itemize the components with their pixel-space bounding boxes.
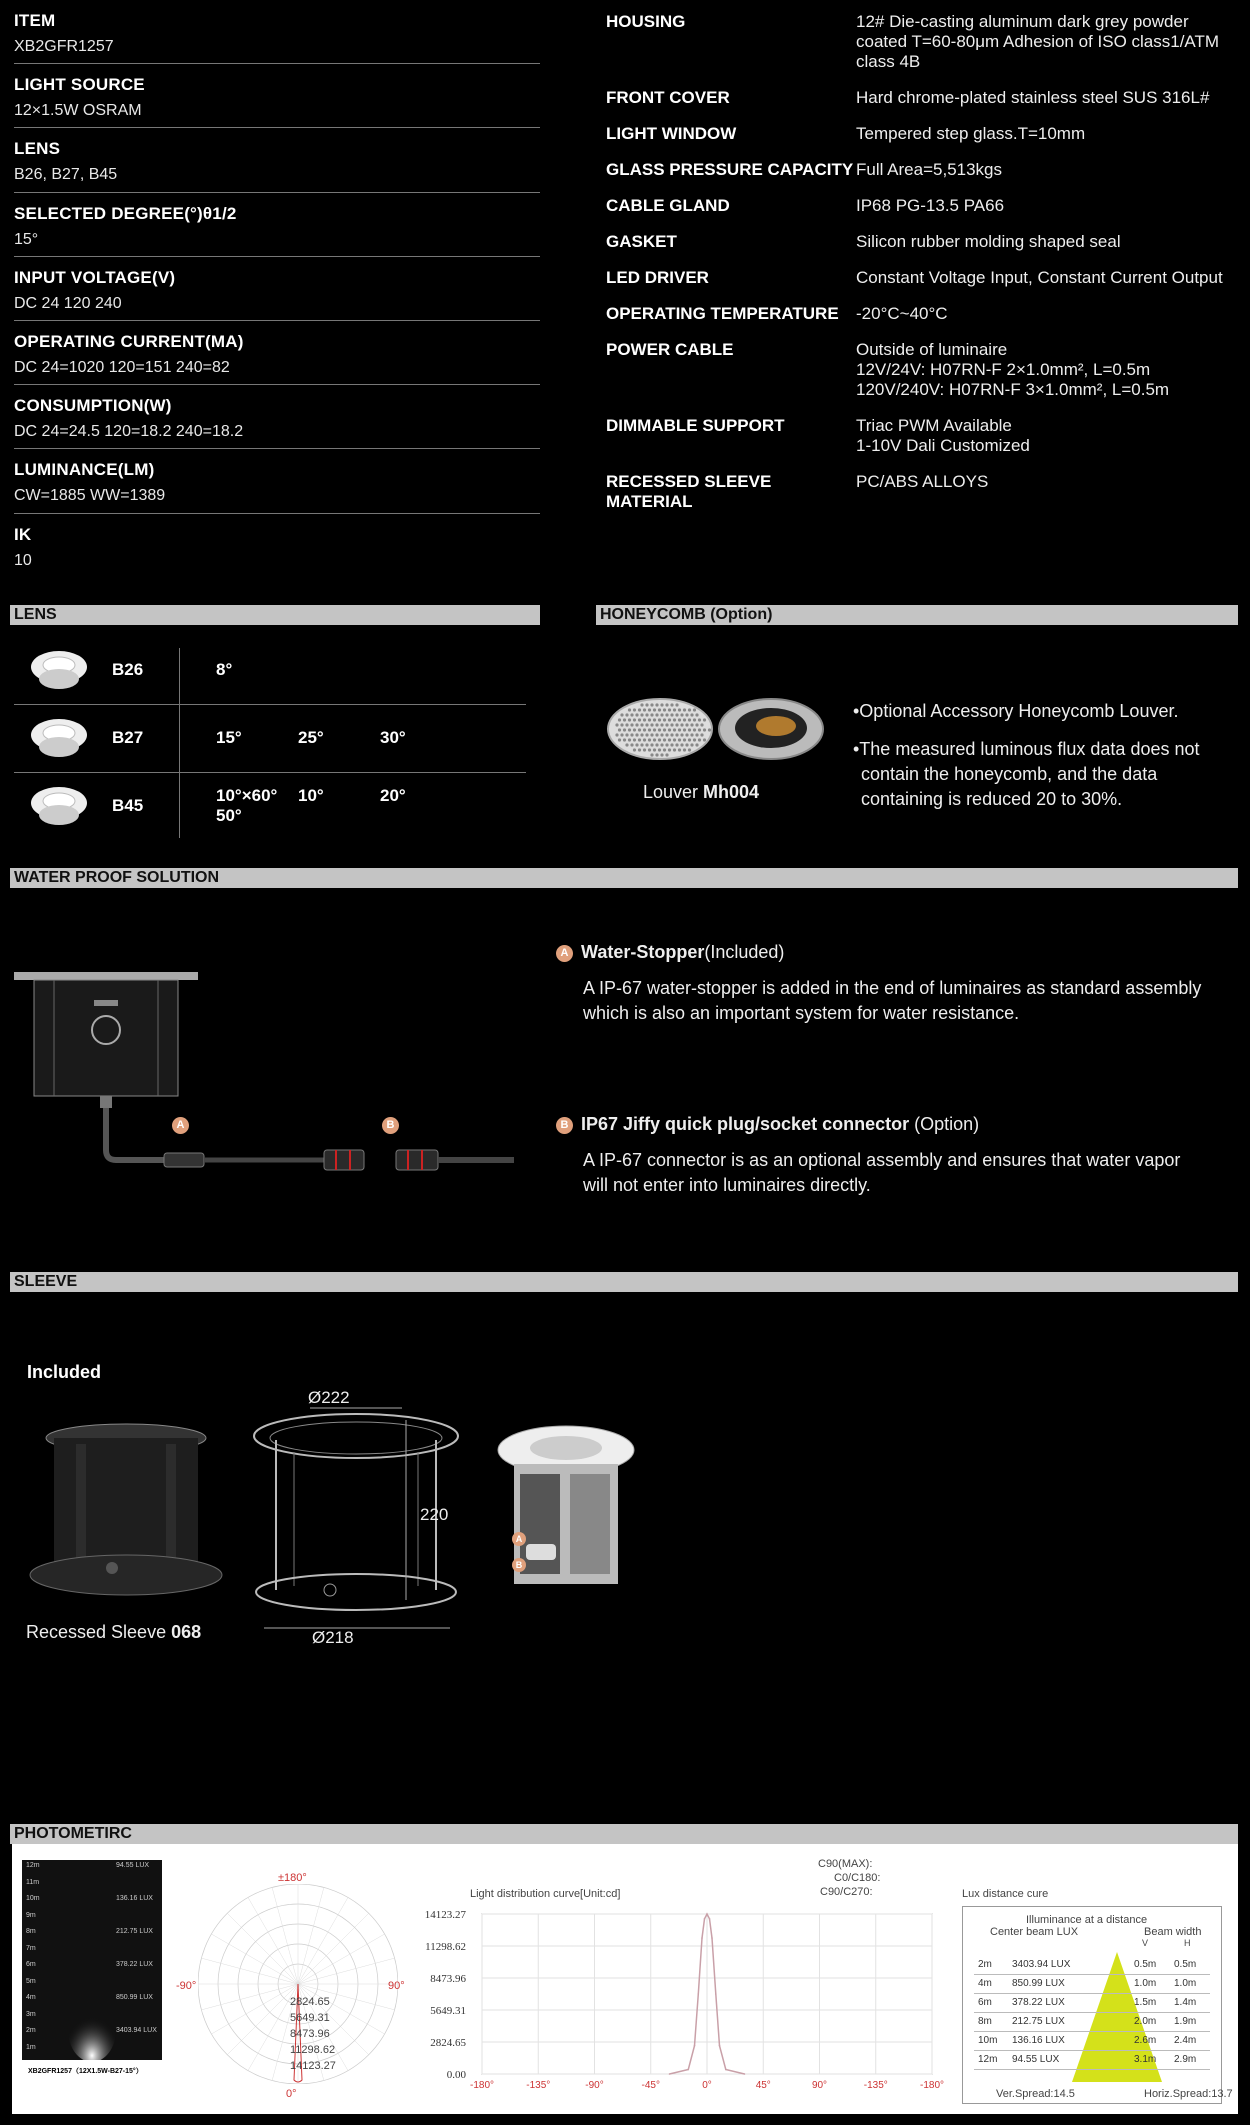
- spec-row: [606, 88, 1246, 108]
- spec-label: CABLE GLAND: [606, 196, 730, 215]
- lux-center: 850.99 LUX: [1012, 1978, 1065, 1989]
- chart-x-tick: 45°: [755, 2080, 771, 2091]
- lux-table-row: [974, 1994, 1210, 2013]
- lux-col1-head: Center beam LUX: [990, 1926, 1079, 1938]
- spec-value: IP68 PG-13.5 PA66: [856, 196, 1005, 215]
- waterproof-diagram-badge-b: B: [382, 1117, 399, 1134]
- lux-table-row: [974, 2013, 1210, 2032]
- spec-label: POWER CABLE: [606, 340, 734, 359]
- connector-text: A IP-67 connector is as an optional assembly and ensures that water vapor will not enter into luminaires directly.: [583, 1150, 1181, 1195]
- lux-table-row: [974, 2051, 1210, 2070]
- lux-strip-value: 212.75 LUX: [116, 1928, 153, 1935]
- spec-list-right: [606, 12, 1246, 528]
- light-distribution-chart: [402, 1894, 962, 2114]
- polar-ring-label: 5649.31: [290, 2012, 330, 2024]
- lux-strip-value: 136.16 LUX: [116, 1895, 153, 1902]
- lens-angles: [216, 786, 526, 826]
- lux-distance: 6m: [978, 1997, 992, 2008]
- lux-h: 2.4m: [1174, 2035, 1197, 2046]
- lux-h: 1.4m: [1174, 1997, 1197, 2008]
- spec-label: RECESSED SLEEVE MATERIAL: [606, 472, 772, 511]
- lux-strip-height: 1m: [26, 2043, 36, 2051]
- spec-row: [14, 449, 540, 513]
- spec-label: SELECTED DEGREE(°)θ1/2: [14, 203, 237, 223]
- spec-label: IK: [14, 524, 32, 544]
- lux-table-title: Lux distance cure: [962, 1888, 1049, 1900]
- curve-legend-entry: C90/C270:: [820, 1886, 873, 1898]
- spec-label: HOUSING: [606, 12, 686, 31]
- spec-row: [606, 340, 1246, 400]
- lens-angle: 8°: [216, 660, 233, 679]
- connector-title: B IP67 Jiffy quick plug/socket connector (Option): [556, 1112, 979, 1136]
- sleeve-included-label: Included: [27, 1362, 102, 1382]
- spec-row: [14, 0, 540, 64]
- spec-row: [14, 321, 540, 385]
- lens-name: B45: [112, 796, 144, 815]
- spec-value: Triac PWM Available 1-10V Dali Customized: [856, 416, 1030, 455]
- section-bar-honeycomb: HONEYCOMB (Option): [596, 605, 1238, 625]
- lux-col-h: H: [1184, 1938, 1191, 1948]
- spec-label: GASKET: [606, 232, 677, 251]
- spec-row: [606, 416, 1246, 456]
- dim-side-label: 220: [420, 1505, 449, 1524]
- lux-v: 0.5m: [1134, 1959, 1157, 1970]
- lux-col-v: V: [1142, 1938, 1149, 1948]
- spec-label: CONSUMPTION(W): [14, 396, 172, 416]
- lux-strip-caption: XB2GFR1257（12X1.5W-B27-15°）: [28, 2068, 143, 2075]
- spec-row: [606, 160, 1246, 180]
- chart-x-tick: -180°: [919, 2080, 945, 2091]
- lens-name: B26: [112, 660, 144, 679]
- section-bar-sleeve: SLEEVE: [10, 1272, 1238, 1292]
- chart-x-tick: -135°: [863, 2080, 888, 2091]
- hor-spread: Horiz.Spread:13.7: [1144, 2088, 1233, 2100]
- spec-value: 12# Die-casting aluminum dark grey powder coated T=60-80μm Adhesion of ISO class1/ATM class 4B: [856, 12, 1220, 71]
- lux-strip-value: 378.22 LUX: [116, 1961, 153, 1968]
- section-bar-lens: LENS: [10, 605, 540, 625]
- section-bar-photometric: PHOTOMETIRC: [10, 1824, 1238, 1844]
- chart-y-tick: 2824.65: [430, 2037, 466, 2049]
- lux-h: 1.0m: [1174, 1978, 1197, 1989]
- lux-v: 1.0m: [1134, 1978, 1157, 1989]
- spec-row: [14, 128, 540, 192]
- lux-center: 378.22 LUX: [1012, 1997, 1065, 2008]
- spec-value: B26, B27, B45: [14, 166, 118, 184]
- spec-row: [14, 64, 540, 128]
- lux-strip-height: 11m: [26, 1878, 40, 1886]
- lux-strip-height: 7m: [26, 1944, 36, 1952]
- chart-y-tick: 5649.31: [430, 2005, 466, 2017]
- sleeve-badge-b: B: [512, 1558, 526, 1572]
- lux-distance: 10m: [978, 2035, 998, 2046]
- waterproof-diagram-badge-a: A: [172, 1117, 189, 1134]
- lux-beam-icon: [52, 1860, 132, 2060]
- chart-y-tick: 14123.27: [424, 1909, 466, 1921]
- spec-label: ITEM: [14, 11, 56, 30]
- lens-angle: 50°: [216, 806, 242, 825]
- water-stopper-text: A IP-67 water-stopper is added in the end of luminaires as standard assembly which is also an important system for water resistance.: [583, 978, 1202, 1023]
- lens-angle: 10°×60°: [216, 786, 278, 805]
- waterproof-diagram: [14, 970, 514, 1190]
- lux-strip-height: 6m: [26, 1961, 36, 1968]
- spec-row: [606, 472, 1246, 512]
- lux-col2-head: Beam width: [1144, 1926, 1202, 1938]
- lux-h: 1.9m: [1174, 2016, 1197, 2027]
- lux-h: 0.5m: [1174, 1959, 1197, 1970]
- sleeve-badge-a: A: [512, 1532, 526, 1546]
- lux-distance: 8m: [978, 2016, 992, 2027]
- spec-row: [606, 12, 1246, 72]
- spec-label: LENS: [14, 139, 61, 159]
- chart-point: [711, 1937, 713, 1939]
- ver-spread: Ver.Spread:14.5: [996, 2088, 1075, 2100]
- chart-point: [719, 2045, 721, 2047]
- lens-angle: 20°: [380, 786, 406, 805]
- spec-value: Tempered step glass.T=10mm: [856, 124, 1086, 143]
- spec-value: PC/ABS ALLOYS: [856, 472, 989, 491]
- lux-table-row: [974, 1975, 1210, 1994]
- spec-label: OPERATING TEMPERATURE: [606, 304, 839, 323]
- lux-strip-height: 8m: [26, 1928, 36, 1935]
- chart-y-tick: 0.00: [446, 2069, 466, 2081]
- recessed-sleeve-caption: Recessed Sleeve 068: [26, 1622, 202, 1642]
- spec-value: Constant Voltage Input, Constant Current Output: [856, 268, 1223, 287]
- lux-v: 3.1m: [1134, 2054, 1157, 2065]
- honeycomb-bullet-2: •The measured luminous flux data does not contain the honeycomb, and the data containing is reduced 20 to 30%.: [853, 739, 1200, 809]
- lux-strip-height: 10m: [26, 1895, 40, 1902]
- spec-label: LIGHT SOURCE: [14, 75, 145, 95]
- spec-label: DIMMABLE SUPPORT: [606, 416, 785, 435]
- spec-row: [14, 193, 540, 257]
- spec-row: [14, 514, 540, 578]
- chart-x-tick: -180°: [469, 2080, 495, 2091]
- spec-label: LIGHT WINDOW: [606, 124, 737, 143]
- spec-value: CW=1885 WW=1389: [14, 487, 166, 505]
- lens-icon: [24, 713, 94, 763]
- spec-label: LUMINANCE(LM): [14, 460, 155, 480]
- lens-angles: [216, 728, 462, 748]
- lux-distance: 12m: [978, 2054, 998, 2065]
- polar-right-label: 90°: [388, 1980, 405, 1992]
- section-bar-waterproof: WATER PROOF SOLUTION: [10, 868, 1238, 888]
- lens-row: [14, 772, 526, 840]
- lux-center: 136.16 LUX: [1012, 2035, 1065, 2046]
- lux-distance: 4m: [978, 1978, 992, 1989]
- lux-h: 2.9m: [1174, 2054, 1197, 2065]
- chart-point: [694, 2045, 696, 2047]
- lux-v: 2.6m: [1134, 2035, 1157, 2046]
- polar-bottom-label: 0°: [286, 2088, 297, 2100]
- spec-row: [14, 257, 540, 321]
- lux-v: 2.0m: [1134, 2016, 1157, 2027]
- chart-point: [744, 2073, 746, 2075]
- lux-strip-height: 12m: [26, 1862, 40, 1869]
- spec-label: GLASS PRESSURE CAPACITY: [606, 160, 854, 179]
- spec-label: LED DRIVER: [606, 268, 709, 287]
- dim-top-label: Ø222: [308, 1388, 350, 1407]
- chart-x-tick: 90°: [811, 2080, 828, 2091]
- photometric-panel: [12, 1844, 1238, 2114]
- lens-angle: 10°: [298, 786, 324, 805]
- spec-value: Outside of luminaire 12V/24V: H07RN-F 2×1.0mm², L=0.5m 120V/240V: H07RN-F 3×1.0mm², L=0.5m: [856, 340, 1170, 399]
- spec-label: OPERATING CURRENT(MA): [14, 331, 244, 351]
- spec-value: -20°C~40°C: [856, 304, 948, 323]
- lens-angle: 30°: [380, 728, 406, 747]
- curve-legend-entry: C90(MAX):: [818, 1858, 873, 1870]
- honeycomb-louver-icon: [604, 695, 716, 763]
- lens-icon: [24, 781, 94, 831]
- lux-strip-height: 2m: [26, 2027, 36, 2034]
- spec-row: [606, 124, 1246, 144]
- polar-ring-label: 11298.62: [290, 2044, 336, 2056]
- chart-point: [697, 1993, 699, 1995]
- chart-point: [715, 1993, 717, 1995]
- lens-row: [14, 636, 526, 705]
- spec-value: 10: [14, 551, 32, 569]
- chart-point: [725, 2069, 727, 2071]
- spec-value: XB2GFR1257: [14, 38, 114, 55]
- chart-x-tick: -135°: [526, 2080, 551, 2091]
- chart-point: [701, 1937, 703, 1939]
- chart-point: [709, 1918, 711, 1920]
- curve-legend-entry: C0/C180:: [834, 1872, 881, 1884]
- spec-label: FRONT COVER: [606, 88, 730, 107]
- spec-value: 12×1.5W OSRAM: [14, 102, 142, 120]
- spec-value: Silicon rubber molding shaped seal: [856, 232, 1121, 251]
- lux-strip-height: 5m: [26, 1977, 36, 1985]
- lux-center: 94.55 LUX: [1012, 2054, 1060, 2065]
- spec-value: DC 24=24.5 120=18.2 240=18.2: [14, 423, 244, 441]
- lux-strip-height: 9m: [26, 1911, 36, 1919]
- water-stopper-title: A Water-Stopper(Included): [556, 940, 784, 964]
- lux-strip-height: 3m: [26, 2010, 36, 2018]
- lux-table-row: [974, 1956, 1210, 1975]
- polar-ring-label: 14123.27: [290, 2060, 336, 2072]
- chart-x-tick: -45°: [641, 2080, 660, 2091]
- polar-ring-label: 8473.96: [290, 2028, 330, 2040]
- lens-row: [14, 704, 526, 773]
- curve-title: Light distribution curve[Unit:cd]: [470, 1888, 621, 1900]
- spec-value: DC 24 120 240: [14, 294, 122, 312]
- spec-row: [606, 304, 1246, 324]
- lux-v: 1.5m: [1134, 1997, 1157, 2008]
- spec-row: [14, 385, 540, 449]
- chart-point: [704, 1918, 706, 1920]
- spec-value: DC 24=1020 120=151 240=82: [14, 358, 230, 376]
- polar-top-label: ±180°: [278, 1872, 307, 1884]
- lux-strip-height: 4m: [26, 1994, 36, 2001]
- chart-y-tick: 11298.62: [425, 1941, 466, 1953]
- chart-point: [669, 2073, 671, 2075]
- spec-row: [606, 268, 1246, 288]
- polar-left-label: -90°: [176, 1980, 197, 1992]
- lens-angle: 15°: [216, 728, 242, 747]
- lux-center: 212.75 LUX: [1012, 2016, 1065, 2027]
- lux-table-head: Illuminance at a distance: [1026, 1914, 1148, 1926]
- spec-label: INPUT VOLTAGE(V): [14, 267, 176, 287]
- chart-x-tick: 0°: [702, 2080, 712, 2091]
- lux-strip-value: 3403.94 LUX: [116, 2027, 157, 2034]
- lens-icon: [24, 645, 94, 695]
- spec-row: [606, 196, 1246, 216]
- spec-row: [606, 232, 1246, 252]
- spec-value: Full Area=5,513kgs: [856, 160, 1003, 179]
- honeycomb-caption: Louver Mh004: [643, 782, 760, 802]
- recessed-sleeve-photo: [26, 1420, 226, 1600]
- chart-point: [706, 1913, 708, 1915]
- polar-ring-label: 2824.65: [290, 1996, 330, 2008]
- lens-angle: 25°: [298, 728, 324, 747]
- chart-y-tick: 8473.96: [430, 1973, 466, 1985]
- lens-angles: [216, 660, 298, 680]
- chart-x-tick: -90°: [585, 2080, 604, 2091]
- lux-table-row: [974, 2032, 1210, 2051]
- spec-value: Hard chrome-plated stainless steel SUS 316L#: [856, 88, 1210, 107]
- spec-list-left: [14, 0, 540, 578]
- honeycomb-bullet-1: •Optional Accessory Honeycomb Louver.: [853, 701, 1179, 721]
- lux-strip-value: 94.55 LUX: [116, 1862, 150, 1869]
- spec-value: 15°: [14, 230, 39, 248]
- lux-distance: 2m: [978, 1959, 992, 1970]
- lens-name: B27: [112, 728, 144, 747]
- lux-center: 3403.94 LUX: [1012, 1959, 1071, 1970]
- dim-bottom-label: Ø218: [312, 1628, 354, 1647]
- honeycomb-ring-icon: [716, 695, 826, 763]
- chart-point: [687, 2069, 689, 2071]
- lux-strip-value: 850.99 LUX: [116, 1994, 153, 2001]
